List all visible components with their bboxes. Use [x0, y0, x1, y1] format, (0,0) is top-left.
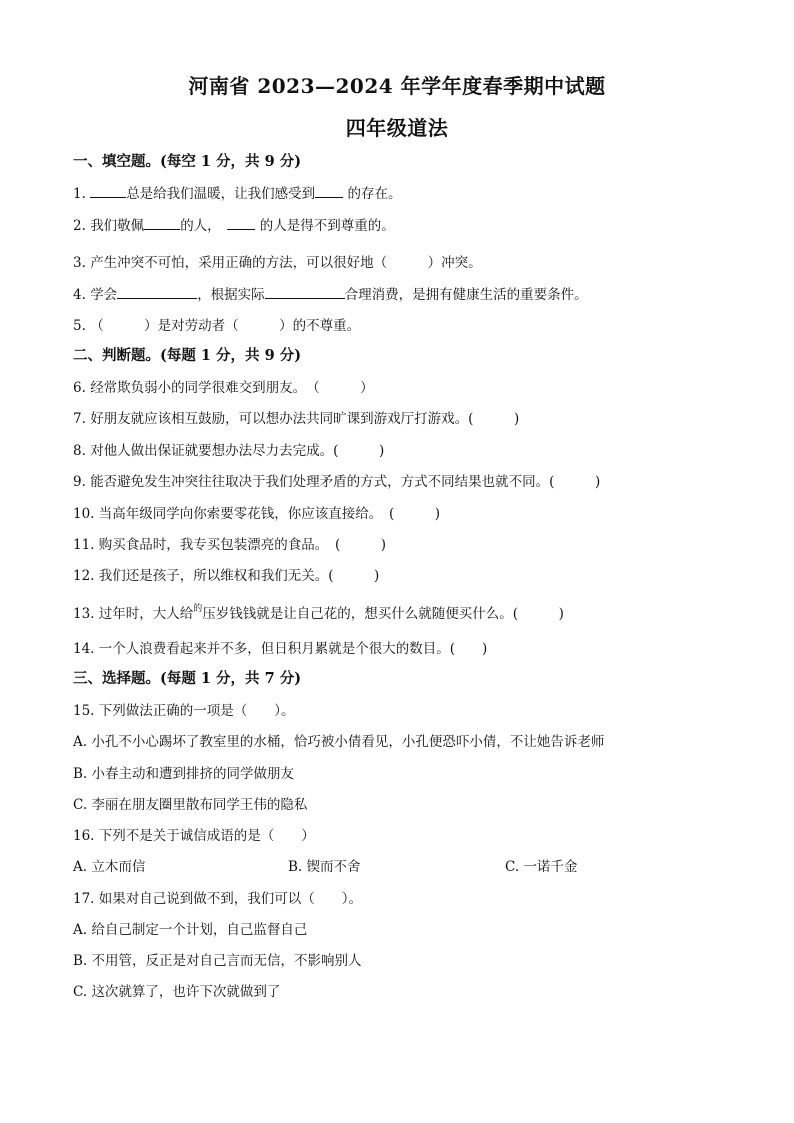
answer-blank — [117, 285, 197, 299]
question-number: 13. — [73, 606, 95, 622]
question-text: 好朋友就应该相互鼓励，可以想办法共同旷课到游戏厅打游戏。( ) — [90, 411, 520, 427]
option-text: 给自己制定一个计划，自己监督自己 — [91, 922, 308, 938]
option-16-a[interactable] — [73, 855, 145, 875]
option-17-b[interactable] — [73, 949, 362, 969]
question-7 — [73, 407, 519, 427]
section3-heading: 三、选择题。(每题 1 分，共 7 分) — [73, 670, 302, 687]
question-1 — [73, 182, 401, 202]
option-15-c[interactable] — [73, 793, 307, 813]
question-10 — [73, 502, 440, 522]
question-number: 5. — [73, 318, 86, 334]
exam-subtitle: 四年级道法 — [345, 116, 449, 140]
question-number: 8. — [73, 443, 86, 459]
question-12 — [73, 564, 379, 584]
answer-blank — [227, 216, 255, 230]
section1-heading: 一、填空题。(每空 1 分，共 9 分) — [73, 153, 302, 170]
option-17-c[interactable] — [73, 980, 280, 1000]
answer-blank — [90, 184, 126, 198]
question-17 — [73, 887, 362, 907]
question-text: 下列做法正确的一项是（ ）。 — [98, 703, 295, 719]
question-text: 的人是得不到尊重的。 — [255, 218, 395, 234]
question-text: 如果对自己说到做不到，我们可以（ ）。 — [98, 891, 363, 907]
option-text: 锲而不舍 — [306, 859, 361, 875]
option-text: 小春主动和遭到排挤的同学做朋友 — [91, 766, 295, 782]
option-label: B. — [73, 766, 88, 782]
option-17-a[interactable] — [73, 918, 307, 938]
option-text: 一诺千金 — [523, 859, 578, 875]
question-number: 12. — [73, 568, 95, 584]
question-text: 购买食品时，我专买包装漂亮的食品。 ( ) — [98, 537, 387, 553]
question-text: 我们还是孩子，所以维权和我们无关。( ) — [98, 568, 380, 584]
question-text: 学会 — [90, 287, 118, 303]
option-label: C. — [505, 859, 520, 875]
option-15-a[interactable] — [73, 730, 604, 750]
question-text: 合理消费，是拥有健康生活的重要条件。 — [344, 287, 588, 303]
answer-blank — [265, 285, 345, 299]
question-text: 当高年级同学向你索要零花钱，你应该直接给。 ( ) — [98, 506, 441, 522]
question-number: 11. — [73, 537, 95, 553]
option-text: 小孔不小心踢坏了教室里的水桶，恰巧被小倩看见，小孔便恐吓小倩，不让她告诉老师 — [91, 734, 605, 750]
question-5 — [73, 314, 360, 334]
option-label: B. — [288, 859, 303, 875]
question-2 — [73, 214, 395, 234]
question-text: 下列不是关于诚信成语的是（ ） — [98, 828, 315, 844]
superscript-char: 的 — [193, 604, 203, 614]
question-14 — [73, 637, 487, 657]
option-label: A. — [73, 734, 88, 750]
question-text: 的人， — [180, 218, 214, 234]
question-number: 2. — [73, 218, 86, 234]
question-text: 能否避免发生冲突往往取决于我们处理矛盾的方式，方式不同结果也就不同。( ) — [90, 474, 601, 490]
question-number: 14. — [73, 641, 95, 657]
option-16-c[interactable] — [505, 855, 577, 875]
question-number: 3. — [73, 255, 86, 271]
answer-blank — [144, 216, 180, 230]
question-text: 过年时，大人给 — [98, 606, 194, 622]
question-number: 7. — [73, 411, 86, 427]
question-number: 1. — [73, 186, 86, 202]
question-number: 15. — [73, 703, 95, 719]
question-text: ，根据实际 — [197, 287, 265, 303]
question-text: 一个人浪费看起来并不多，但日积月累就是个很大的数目。( ) — [98, 641, 488, 657]
question-text: 我们敬佩 — [90, 218, 145, 234]
option-label: A. — [73, 859, 88, 875]
option-text: 李丽在朋友圈里散布同学王伟的隐私 — [91, 797, 308, 813]
question-text: 产生冲突不可怕，采用正确的方法，可以很好地（ ）冲突。 — [90, 255, 482, 271]
question-text: （ ）是对劳动者（ ）的不尊重。 — [90, 318, 361, 334]
option-text: 不用管，反正是对自己言而无信，不影响别人 — [91, 953, 362, 969]
question-8 — [73, 439, 384, 459]
question-text: 压岁钱钱就是让自己花的，想买什么就随便买什么。( ) — [202, 606, 564, 622]
question-number: 9. — [73, 474, 86, 490]
question-11 — [73, 533, 386, 553]
question-number: 17. — [73, 891, 95, 907]
question-3 — [73, 251, 482, 271]
option-text: 这次就算了，也许下次就做到了 — [91, 984, 281, 1000]
question-number: 16. — [73, 828, 95, 844]
question-4 — [73, 283, 588, 303]
question-text: 对他人做出保证就要想办法尽力去完成。( ) — [90, 443, 385, 459]
question-text: 的存在。 — [343, 186, 402, 202]
question-text: 经常欺负弱小的同学很难交到朋友。 （ ） — [90, 380, 374, 396]
option-label: A. — [73, 922, 88, 938]
question-15 — [73, 699, 295, 719]
question-text: 总是给我们温暖，让我们感受到 — [126, 186, 316, 202]
section2-heading: 二、判断题。(每题 1 分，共 9 分) — [73, 347, 302, 364]
option-16-b[interactable] — [288, 855, 361, 875]
question-13 — [73, 602, 564, 622]
option-label: B. — [73, 953, 88, 969]
question-16 — [73, 824, 315, 844]
option-15-b[interactable] — [73, 762, 294, 782]
question-number: 6. — [73, 380, 86, 396]
question-number: 4. — [73, 287, 86, 303]
option-label: C. — [73, 984, 88, 1000]
answer-blank — [315, 184, 343, 198]
question-number: 10. — [73, 506, 95, 522]
question-6 — [73, 376, 374, 396]
option-text: 立木而信 — [91, 859, 146, 875]
exam-title: 河南省 2023—2024 年学年度春季期中试题 — [188, 74, 606, 98]
option-label: C. — [73, 797, 88, 813]
question-9 — [73, 470, 600, 490]
